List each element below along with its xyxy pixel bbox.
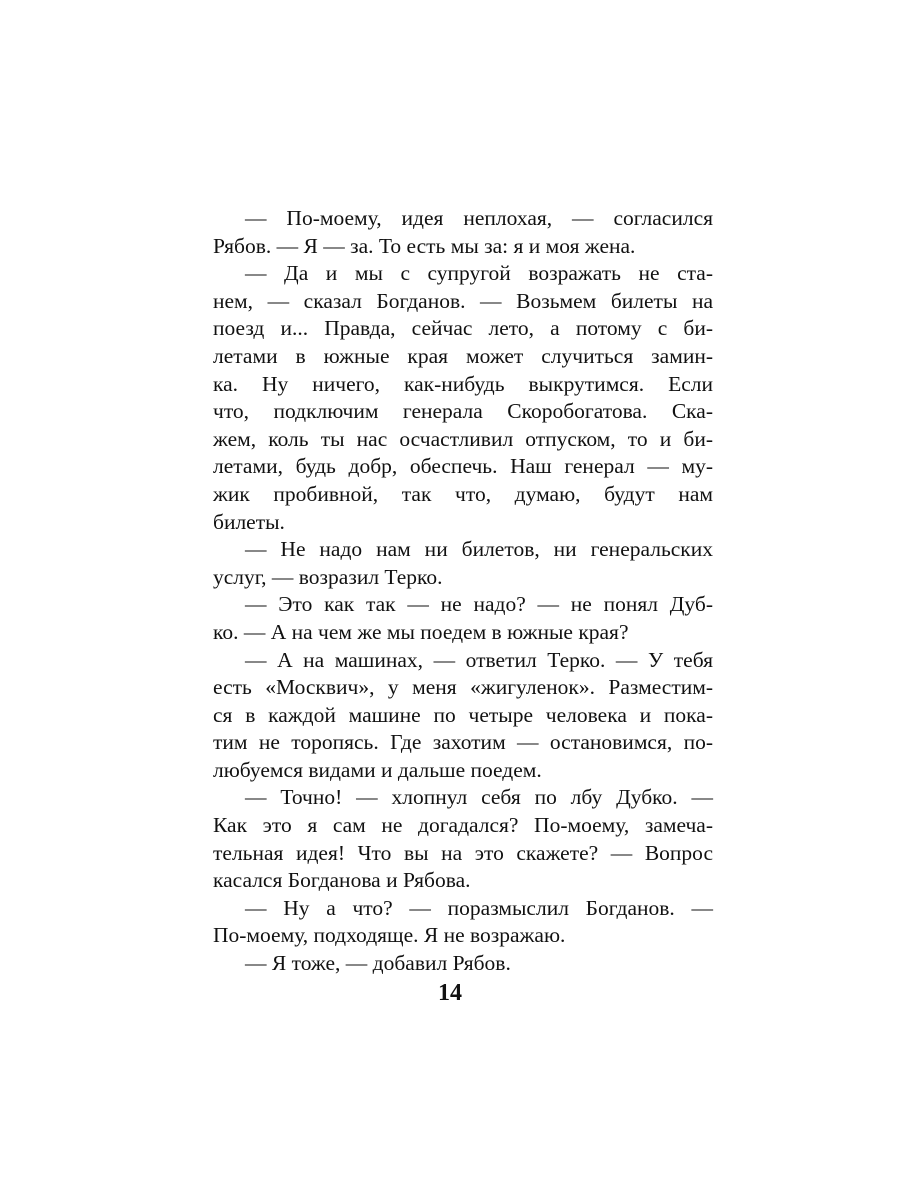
text-line: нем, — сказал Богданов. — Возьмем билеты на bbox=[213, 288, 713, 313]
text-line: — Это как так — не надо? — не понял Дуб- bbox=[245, 592, 713, 617]
page-number: 14 bbox=[438, 980, 462, 1006]
text-line: Как это я сам не догадался? По-моему, замеча- bbox=[213, 813, 713, 838]
text-line: касался Богданова и Рябова. bbox=[213, 868, 471, 893]
text-line: что, подключим генерала Скоробогатова. Ска- bbox=[213, 399, 713, 424]
text-line: ко. — А на чем же мы поедем в южные края? bbox=[213, 619, 629, 644]
text-line: По-моему, подходяще. Я не возражаю. bbox=[213, 923, 566, 948]
text-line: поезд и... Правда, сейчас лето, а потому с би- bbox=[213, 316, 713, 341]
text-line: — По-моему, идея неплохая, — согласился bbox=[245, 206, 713, 230]
text-line: услуг, — возразил Терко. bbox=[213, 564, 443, 589]
text-line: тим не торопясь. Где захотим — остановимся, по- bbox=[213, 730, 713, 755]
page-text bbox=[213, 205, 713, 978]
text-line: билеты. bbox=[213, 509, 285, 534]
text-line: Рябов. — Я — за. То есть мы за: я и моя жена. bbox=[213, 233, 636, 258]
text-line: — Не надо нам ни билетов, ни генеральских bbox=[245, 537, 713, 562]
text-line: жем, коль ты нас осчастливил отпуском, то и би- bbox=[213, 426, 713, 451]
text-line: — Да и мы с супругой возражать не ста- bbox=[245, 261, 713, 286]
text-line: — А на машинах, — ответил Терко. — У тебя bbox=[245, 647, 713, 672]
text-line: тельная идея! Что вы на это скажете? — Вопрос bbox=[213, 840, 713, 865]
text-line: любуемся видами и дальше поедем. bbox=[213, 757, 542, 782]
text-line: жик пробивной, так что, думаю, будут нам bbox=[213, 481, 713, 506]
text-line: есть «Москвич», у меня «жигуленок». Разместим- bbox=[213, 675, 713, 700]
text-line: ся в каждой машине по четыре человека и пока- bbox=[213, 702, 713, 727]
text-line: ка. Ну ничего, как-нибудь выкрутимся. Если bbox=[213, 371, 713, 396]
text-line: — Точно! — хлопнул себя по лбу Дубко. — bbox=[245, 785, 713, 810]
text-line: — Я тоже, — добавил Рябов. bbox=[245, 951, 511, 976]
text-line: летами, будь добр, обеспечь. Наш генерал — му- bbox=[213, 454, 713, 479]
text-line: — Ну а что? — поразмыслил Богданов. — bbox=[245, 895, 713, 920]
text-line: летами в южные края может случиться замин- bbox=[213, 343, 713, 368]
